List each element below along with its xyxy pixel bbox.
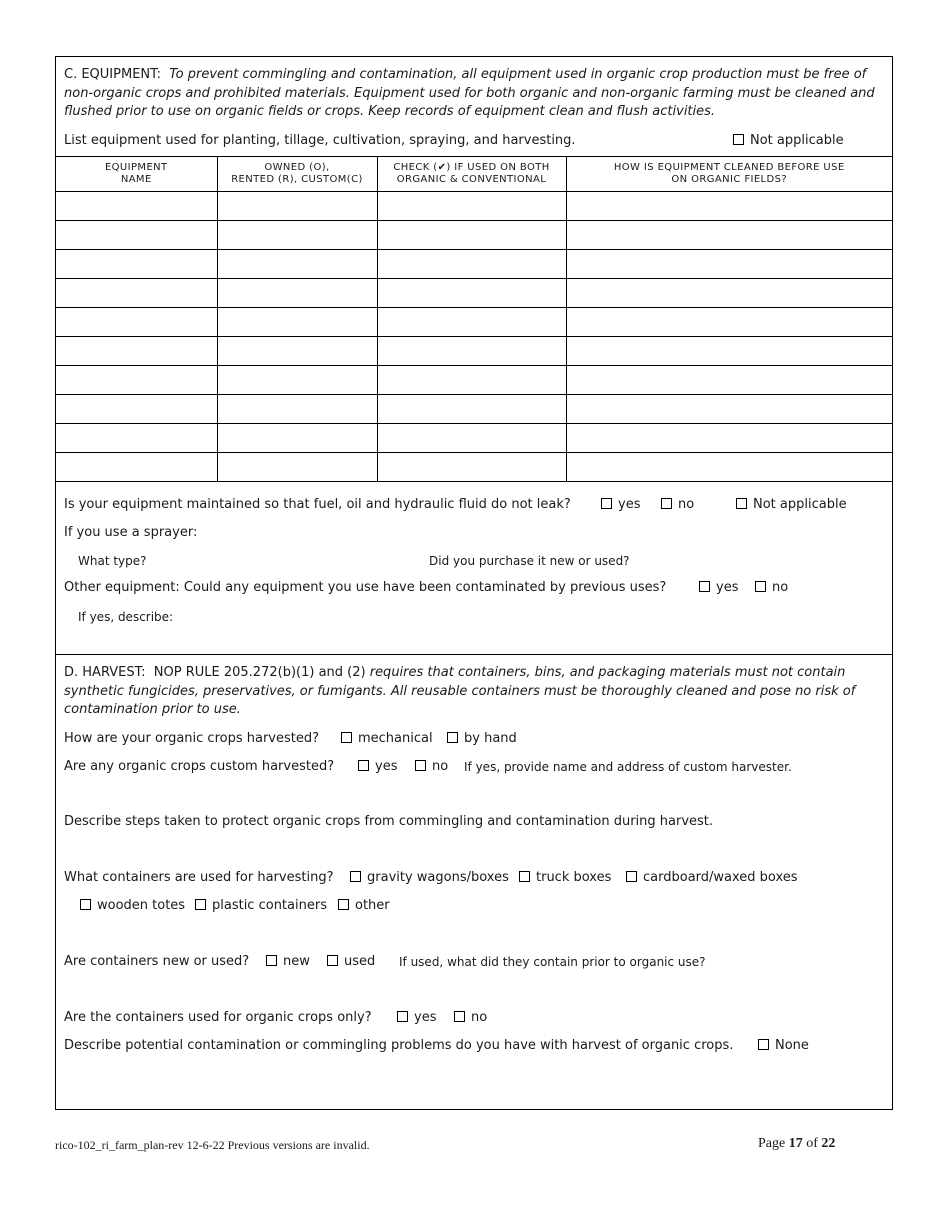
new-used-question: Are containers new or used? [64,954,250,969]
header-equipment-name: EQUIPMENT NAME [56,157,217,192]
ownership-cell[interactable] [217,337,377,366]
ownership-cell[interactable] [217,192,377,221]
cleaning-method-cell[interactable] [566,453,892,482]
equipment-name-cell[interactable] [56,221,217,250]
gravity-wagons-checkbox[interactable] [350,871,361,882]
table-row [56,308,892,337]
protect-steps-prompt: Describe steps taken to protect organic crops from commingling and contamination during harvest. [64,814,714,829]
organic-only-no-option[interactable]: no [454,1010,487,1025]
new-checkbox[interactable] [266,955,277,966]
plastic-containers-checkbox[interactable] [195,899,206,910]
custom-harvester-note: If yes, provide name and address of custom harvester. [464,760,792,774]
gravity-wagons-option[interactable]: gravity wagons/boxes [350,870,509,885]
equipment-not-applicable-option[interactable] [733,133,844,148]
leak-no-checkbox[interactable] [661,498,672,509]
other-container-checkbox[interactable] [338,899,349,910]
sprayer-type-label: What type? [78,554,147,568]
harvest-intro-text: requires that containers, bins, and packaging materials must not contain synthetic fungicides, preservatives, or fumigants. All reusable containers must be thoroughly cleaned and pose no risk of contamination prior to use. [64,665,856,717]
custom-no-checkbox[interactable] [415,760,426,771]
leak-yes-checkbox[interactable] [601,498,612,509]
used-option[interactable]: used [327,954,375,969]
cleaning-method-cell[interactable] [566,337,892,366]
harvest-heading: D. HARVEST: [64,665,146,680]
leak-not-applicable-option[interactable]: Not applicable [736,497,847,512]
cleaning-method-cell[interactable] [566,279,892,308]
equipment-table-header [56,157,892,192]
new-option[interactable]: new [266,954,310,969]
custom-yes-checkbox[interactable] [358,760,369,771]
leak-yes-option[interactable]: yes [601,497,640,512]
equipment-not-applicable-label: Not applicable [750,133,844,148]
cardboard-boxes-option[interactable]: cardboard/waxed boxes [626,870,798,885]
problems-none-checkbox[interactable] [758,1039,769,1050]
both-use-cell[interactable] [377,424,566,453]
header-check-both: CHECK (✔) IF USED ON BOTH ORGANIC & CONVENTIONAL [377,157,566,192]
table-row [56,279,892,308]
other-equipment-question: Other equipment: Could any equipment you use have been contaminated by previous uses? [64,580,667,595]
cleaning-method-cell[interactable] [566,192,892,221]
organic-only-question: Are the containers used for organic crops only? [64,1010,372,1025]
equipment-heading: C. EQUIPMENT: [64,67,162,82]
organic-only-no-checkbox[interactable] [454,1011,465,1022]
section-divider [56,654,892,655]
if-yes-describe-label: If yes, describe: [78,610,174,624]
header-owned-rented-custom: OWNED (O), RENTED (R), CUSTOM(C) [217,157,377,192]
other-equipment-no-checkbox[interactable] [755,581,766,592]
equipment-name-cell[interactable] [56,308,217,337]
custom-harvested-question: Are any organic crops custom harvested? [64,759,335,774]
problems-question: Describe potential contamination or commingling problems do you have with harvest of organic crops. [64,1038,734,1053]
equipment-name-cell[interactable] [56,279,217,308]
ownership-cell[interactable] [217,453,377,482]
wooden-totes-checkbox[interactable] [80,899,91,910]
form-frame [55,56,893,1110]
header-how-cleaned: HOW IS EQUIPMENT CLEANED BEFORE USE ON ORGANIC FIELDS? [566,157,892,192]
both-use-cell[interactable] [377,395,566,424]
both-use-cell[interactable] [377,192,566,221]
checkmark-icon: ✔ [437,162,447,173]
mechanical-checkbox[interactable] [341,732,352,743]
both-use-cell[interactable] [377,366,566,395]
ownership-cell[interactable] [217,424,377,453]
ownership-cell[interactable] [217,221,377,250]
table-row [56,250,892,279]
used-checkbox[interactable] [327,955,338,966]
both-use-cell[interactable] [377,221,566,250]
plastic-containers-option[interactable]: plastic containers [195,898,327,913]
form-revision-footer: rico-102_ri_farm_plan-rev 12-6-22 Previous versions are invalid. [55,1138,370,1152]
containers-question: What containers are used for harvesting? [64,870,334,885]
other-equipment-no-option[interactable]: no [755,580,788,595]
cleaning-method-cell[interactable] [566,395,892,424]
harvest-intro [64,664,888,720]
custom-yes-option[interactable]: yes [358,759,397,774]
sprayer-new-used-label: Did you purchase it new or used? [429,554,630,568]
ownership-cell[interactable] [217,308,377,337]
both-use-cell[interactable] [377,453,566,482]
truck-boxes-checkbox[interactable] [519,871,530,882]
equipment-name-cell[interactable] [56,337,217,366]
leak-question: Is your equipment maintained so that fuel, oil and hydraulic fluid do not leak? [64,497,571,512]
both-use-cell[interactable] [377,308,566,337]
wooden-totes-option[interactable]: wooden totes [80,898,185,913]
used-contents-note: If used, what did they contain prior to organic use? [399,955,706,969]
organic-only-yes-option[interactable]: yes [397,1010,436,1025]
sprayer-prompt: If you use a sprayer: [64,525,198,540]
organic-only-yes-checkbox[interactable] [397,1011,408,1022]
table-row [56,192,892,221]
custom-no-option[interactable]: no [415,759,448,774]
equipment-name-cell[interactable] [56,250,217,279]
cleaning-method-cell[interactable] [566,424,892,453]
equipment-name-cell[interactable] [56,366,217,395]
cleaning-method-cell[interactable] [566,366,892,395]
leak-no-option[interactable]: no [661,497,694,512]
by-hand-option[interactable]: by hand [447,731,517,746]
equipment-name-cell[interactable] [56,424,217,453]
how-harvested-question: How are your organic crops harvested? [64,731,320,746]
ownership-cell[interactable] [217,279,377,308]
equipment-table [56,156,892,482]
table-row [56,453,892,482]
table-row [56,366,892,395]
ownership-cell[interactable] [217,250,377,279]
equipment-name-cell[interactable] [56,192,217,221]
equipment-intro [64,66,888,122]
cleaning-method-cell[interactable] [566,221,892,250]
leak-not-applicable-checkbox[interactable] [736,498,747,509]
equipment-list-prompt: List equipment used for planting, tillage, cultivation, spraying, and harvesting. [64,133,576,148]
page-number: Page 17 of 22 [758,1136,836,1151]
problems-none-option[interactable]: None [758,1038,809,1053]
by-hand-checkbox[interactable] [447,732,458,743]
both-use-cell[interactable] [377,250,566,279]
ownership-cell[interactable] [217,395,377,424]
table-row [56,221,892,250]
truck-boxes-option[interactable]: truck boxes [519,870,611,885]
table-row [56,337,892,366]
harvest-rule: NOP RULE 205.272(b)(1) and (2) [153,665,366,680]
other-container-option[interactable]: other [338,898,390,913]
both-use-cell[interactable] [377,337,566,366]
ownership-cell[interactable] [217,366,377,395]
both-use-cell[interactable] [377,279,566,308]
equipment-name-cell[interactable] [56,453,217,482]
cleaning-method-cell[interactable] [566,250,892,279]
table-row [56,395,892,424]
other-equipment-yes-option[interactable]: yes [699,580,738,595]
mechanical-option[interactable]: mechanical [341,731,433,746]
equipment-not-applicable-checkbox[interactable] [733,134,744,145]
other-equipment-yes-checkbox[interactable] [699,581,710,592]
cleaning-method-cell[interactable] [566,308,892,337]
equipment-intro-text: To prevent commingling and contamination, all equipment used in organic crop production must be free of non-organic crops and prohibited materials. Equipment used for both organic and non-organic farming must be cleaned and flushed prior to use on organic fields or crops. Keep records of equipment clean and flush activities. [64,67,875,119]
cardboard-boxes-checkbox[interactable] [626,871,637,882]
table-row [56,424,892,453]
equipment-name-cell[interactable] [56,395,217,424]
